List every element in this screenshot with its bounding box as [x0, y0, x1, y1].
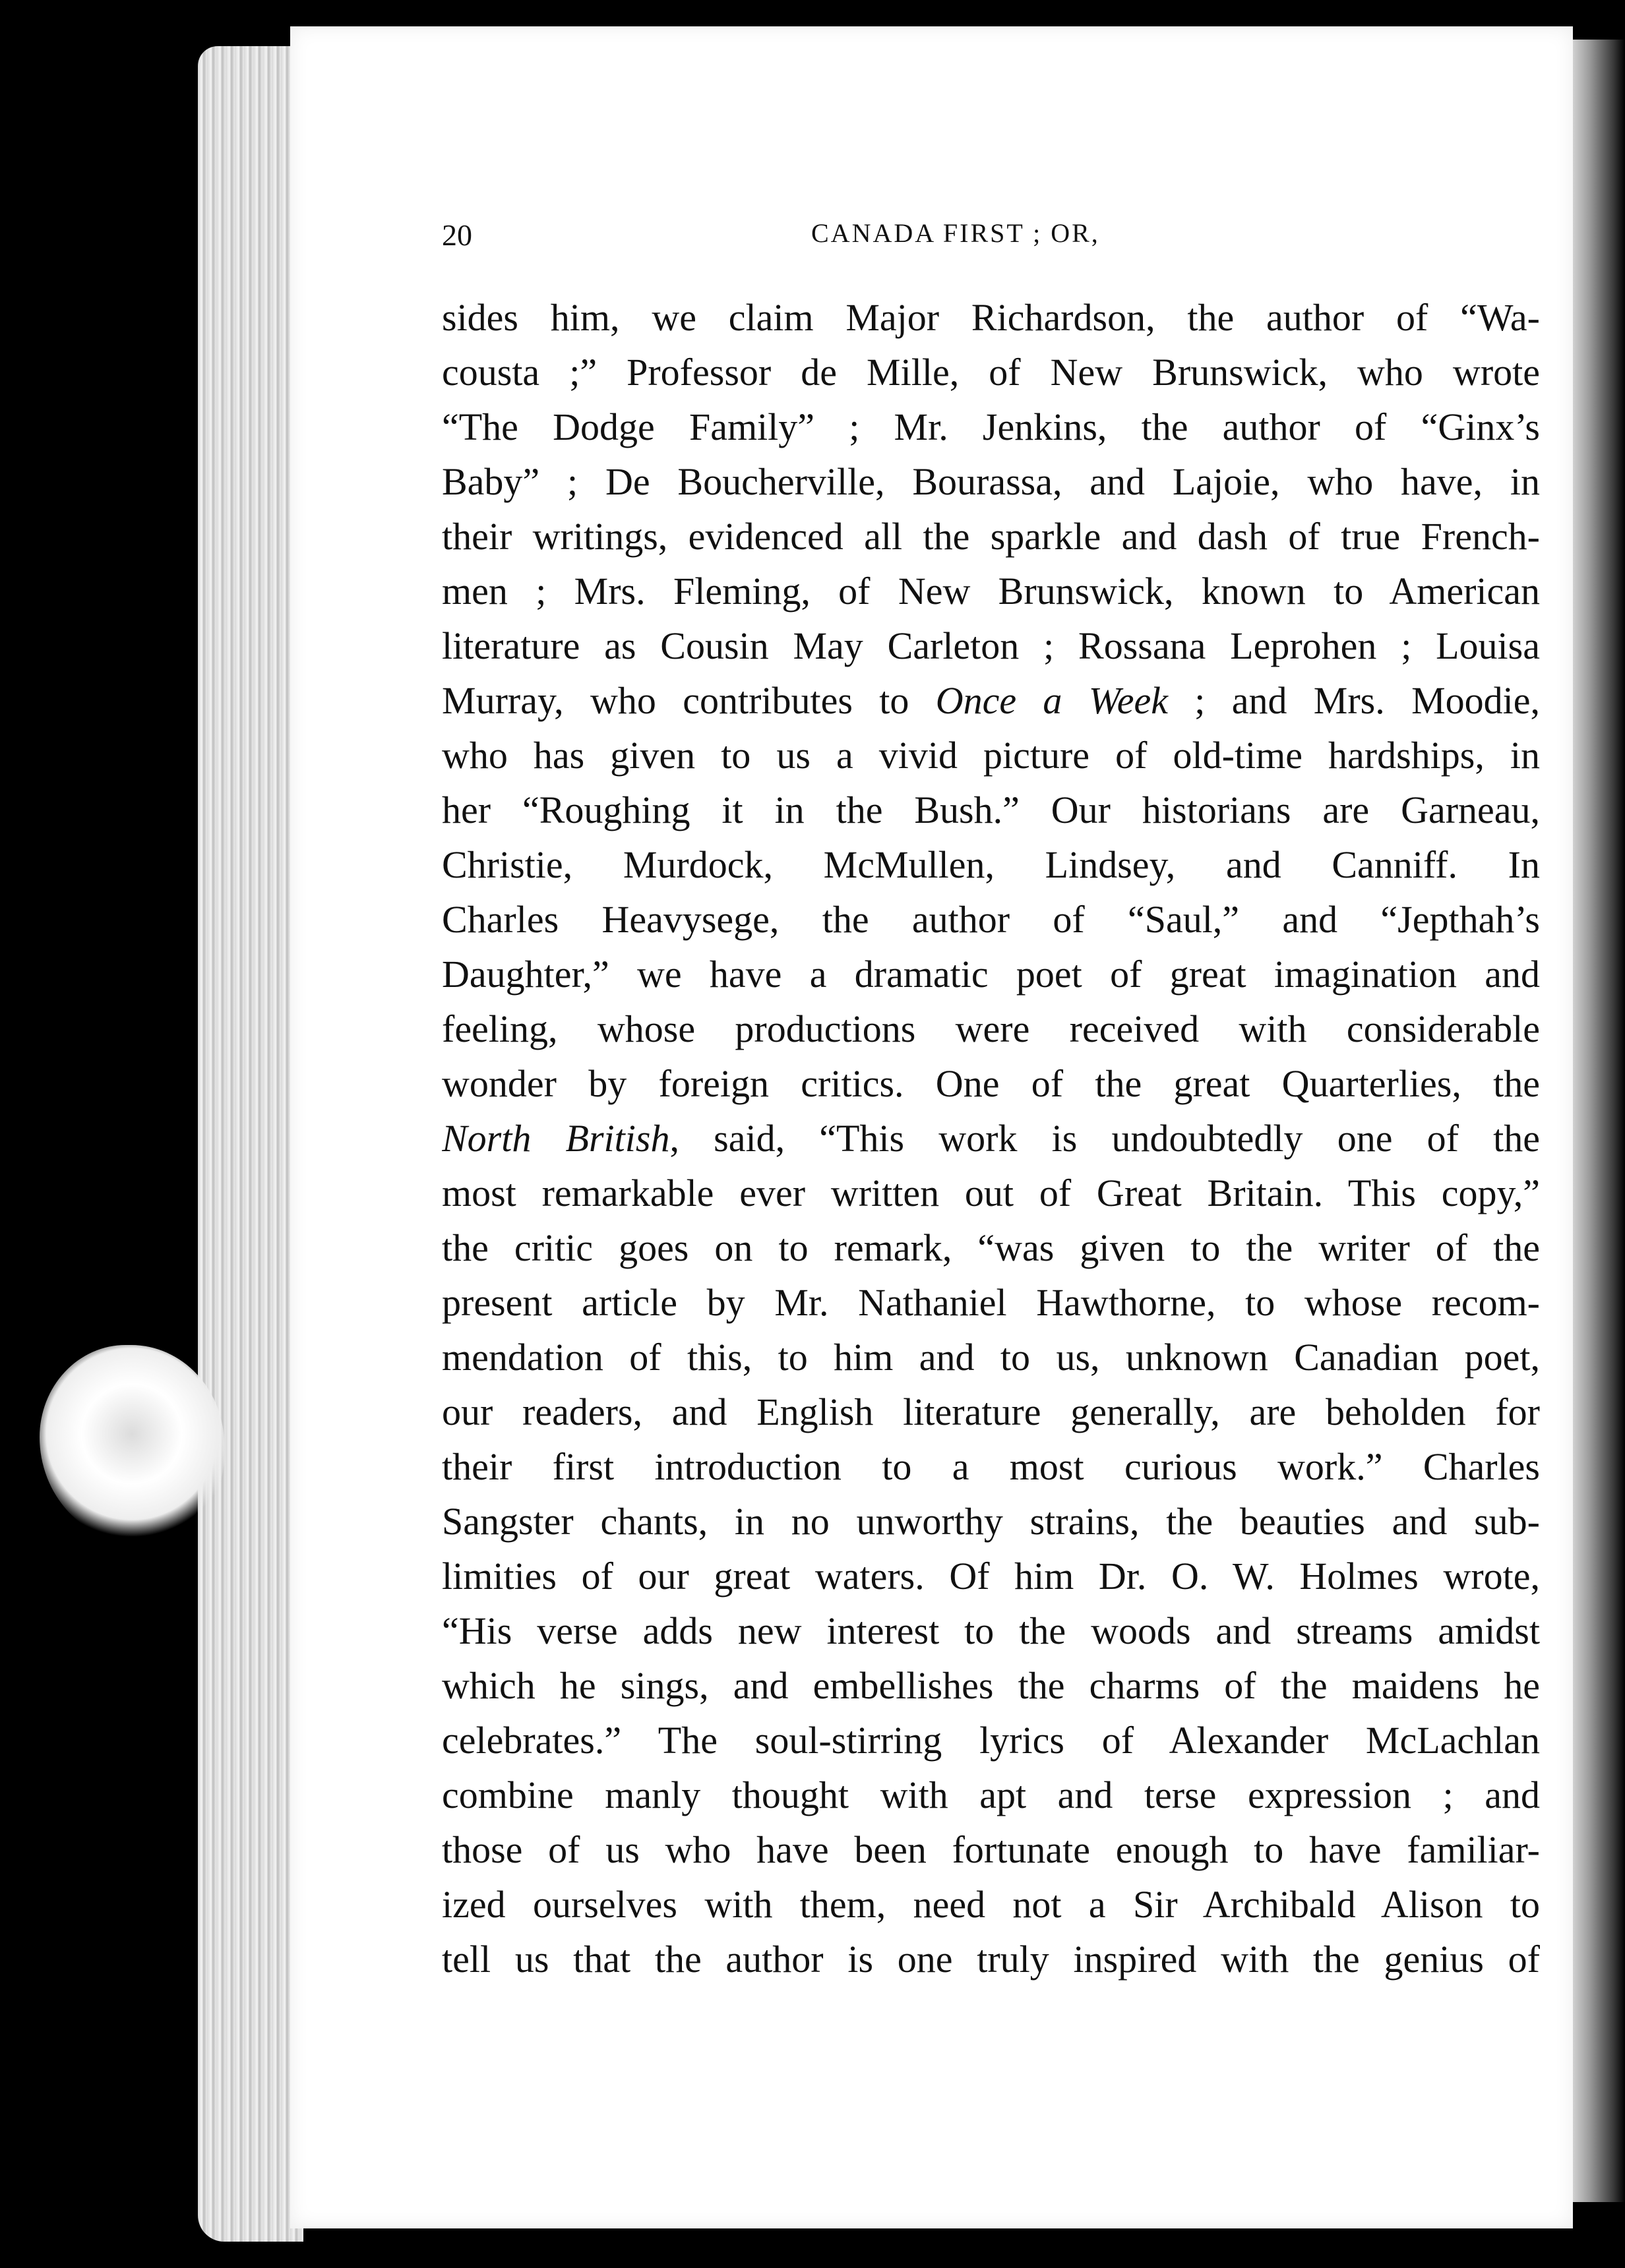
text-line-italic-title: Murray, who contributes to Once a Week ; and Mrs. Moodie, — [442, 679, 1540, 722]
text-line: wonder by foreign critics. One of the great Quarterlies, the — [442, 1062, 1540, 1105]
text-line: limities of our great waters. Of him Dr. O. W. Holmes wrote, — [442, 1555, 1540, 1597]
text-line: tell us that the author is one truly inspired with the genius of — [442, 1938, 1540, 1981]
text-line: literature as Cousin May Carleton ; Rossana Leprohen ; Louisa — [442, 624, 1540, 667]
text-line: our readers, and English literature generally, are beholden for — [442, 1390, 1540, 1433]
text-line: which he sings, and embellishes the charms of the maidens he — [442, 1664, 1540, 1707]
text-line: Daughter,” we have a dramatic poet of great imagination and — [442, 953, 1540, 996]
text-line: sides him, we claim Major Richardson, the author of “Wa- — [442, 296, 1540, 339]
page-edges-left — [198, 46, 303, 2242]
text-line: who has given to us a vivid picture of old-time hardships, in — [442, 734, 1540, 777]
text-line: celebrates.” The soul-stirring lyrics of Alexander McLachlan — [442, 1719, 1540, 1762]
text-line: their first introduction to a most curious work.” Charles — [442, 1445, 1540, 1488]
text-line: cousta ;” Professor de Mille, of New Brunswick, who wrote — [442, 351, 1540, 394]
text-line: feeling, whose productions were received with considerable — [442, 1007, 1540, 1050]
text-line: present article by Mr. Nathaniel Hawthorne, to whose recom- — [442, 1281, 1540, 1324]
text-line: the critic goes on to remark, “was given to the writer of the — [442, 1226, 1540, 1269]
body-text — [442, 290, 1540, 1986]
text-line: “His verse adds new interest to the woods and streams amidst — [442, 1609, 1540, 1652]
page-number: 20 — [442, 218, 472, 252]
text-line: Sangster chants, in no unworthy strains, the beauties and sub- — [442, 1500, 1540, 1543]
text-line: ized ourselves with them, need not a Sir Archibald Alison to — [442, 1883, 1540, 1926]
text-line: Charles Heavysege, the author of “Saul,” and “Jepthah’s — [442, 898, 1540, 941]
running-head — [442, 218, 1556, 270]
text-line: Christie, Murdock, McMullen, Lindsey, and Canniff. In — [442, 843, 1540, 886]
text-line: her “Roughing it in the Bush.” Our historians are Garneau, — [442, 789, 1540, 831]
text-line: men ; Mrs. Fleming, of New Brunswick, known to American — [442, 570, 1540, 612]
text-line: their writings, evidenced all the sparkle and dash of true French- — [442, 515, 1540, 558]
text-line: most remarkable ever written out of Great Britain. This copy,” — [442, 1172, 1540, 1214]
text-line: those of us who have been fortunate enough to have familiar- — [442, 1828, 1540, 1871]
running-title: CANADA FIRST ; OR, — [811, 218, 1100, 248]
text-line: Baby” ; De Boucherville, Bourassa, and Lajoie, who have, in — [442, 460, 1540, 503]
text-line: “The Dodge Family” ; Mr. Jenkins, the author of “Ginx’s — [442, 405, 1540, 448]
page-stain — [40, 1345, 224, 1543]
text-line-italic-title: North British, said, “This work is undoubtedly one of the — [442, 1117, 1540, 1160]
text-line: mendation of this, to him and to us, unknown Canadian poet, — [442, 1336, 1540, 1379]
page-edges-right — [1566, 40, 1625, 2202]
italic-title: North British — [442, 1117, 670, 1160]
text-line: combine manly thought with apt and terse expression ; and — [442, 1774, 1540, 1816]
italic-title: Once a Week — [935, 679, 1168, 722]
